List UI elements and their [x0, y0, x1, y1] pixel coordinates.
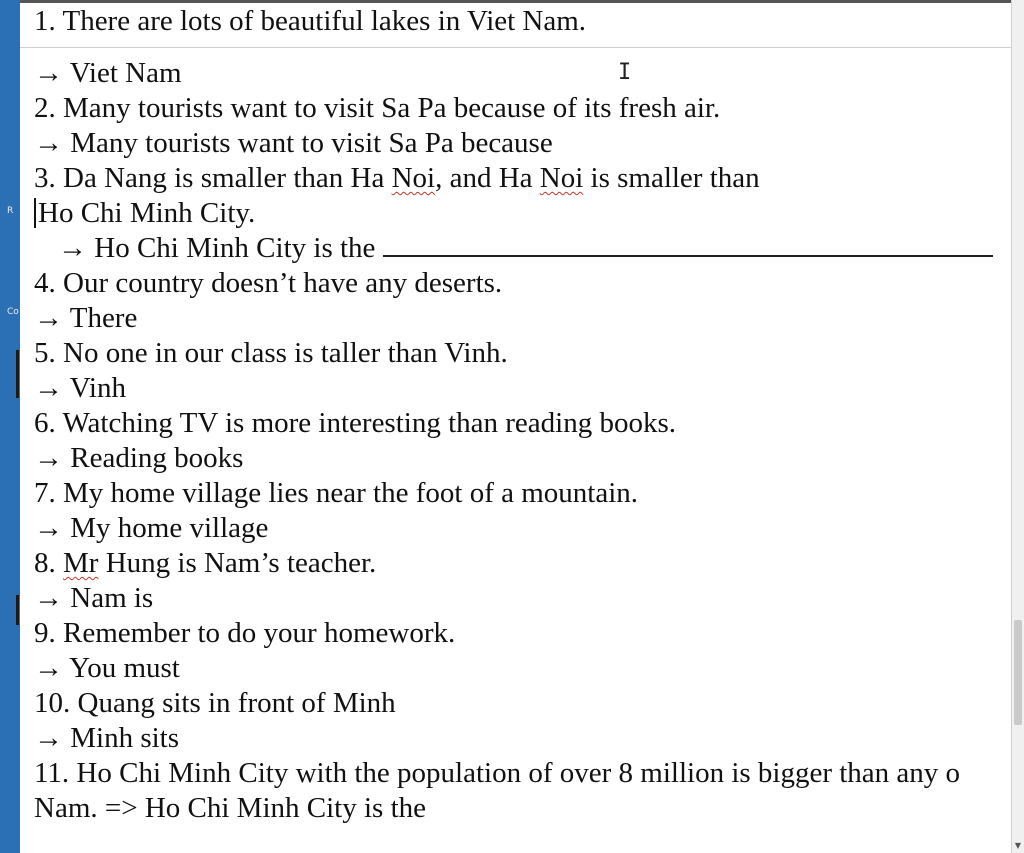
doc-line-6[interactable]: Ho Chi Minh City.: [38, 197, 256, 229]
text-caret: [34, 198, 36, 228]
doc-line-5[interactable]: [34, 161, 760, 196]
doc-line-11[interactable]: → Vinh: [34, 372, 126, 404]
doc-line-16-part-b: Hung is Nam’s teacher.: [98, 547, 377, 579]
doc-line-2[interactable]: → Viet Nam: [34, 57, 182, 89]
scroll-down-arrow-icon[interactable]: ▼: [1014, 841, 1022, 850]
scrollbar-thumb[interactable]: [1014, 620, 1022, 725]
spelling-flag-noi[interactable]: Noi: [391, 162, 436, 194]
doc-line-5-part-c: is smaller than: [583, 162, 760, 194]
ruler-marker-co: Co: [7, 307, 19, 317]
doc-line-14[interactable]: 7. My home village lies near the foot of a mountain.: [34, 477, 639, 509]
doc-line-23[interactable]: Nam. => Ho Chi Minh City is the: [34, 792, 426, 824]
doc-line-5-part-a: 3. Da Nang is smaller than Ha: [34, 162, 392, 194]
ruler-tick: [16, 350, 19, 398]
doc-line-18[interactable]: 9. Remember to do your homework.: [34, 617, 456, 649]
vertical-scrollbar[interactable]: [1011, 0, 1024, 853]
doc-line-5-part-b: , and Ha: [435, 162, 540, 194]
doc-line-4[interactable]: → Many tourists want to visit Sa Pa because: [34, 127, 553, 159]
spelling-flag-noi[interactable]: Noi: [539, 162, 584, 194]
answer-blank-line[interactable]: [383, 233, 993, 257]
doc-line-16[interactable]: [34, 546, 376, 581]
doc-line-16-part-a: 8.: [34, 547, 63, 579]
doc-line-15[interactable]: → My home village: [34, 512, 269, 544]
spelling-flag-mr[interactable]: Mr: [63, 547, 99, 579]
doc-line-22[interactable]: 11. Ho Chi Minh City with the population of over 8 million is bigger than any o: [34, 757, 961, 789]
doc-line-7[interactable]: [58, 231, 993, 266]
doc-line-3[interactable]: 2. Many tourists want to visit Sa Pa because of its fresh air.: [34, 92, 721, 124]
doc-line-10[interactable]: 5. No one in our class is taller than Vinh.: [34, 337, 508, 369]
text-cursor-icon: I: [618, 60, 632, 85]
table-cell-border: [20, 47, 1012, 48]
left-ruler-bar: [0, 0, 20, 853]
doc-line-12[interactable]: 6. Watching TV is more interesting than reading books.: [34, 407, 677, 439]
doc-line-9[interactable]: → There: [34, 302, 138, 334]
doc-line-7-text: → Ho Chi Minh City is the: [58, 232, 376, 264]
doc-line-21[interactable]: → Minh sits: [34, 722, 180, 754]
document-page[interactable]: [20, 0, 1012, 853]
doc-line-13[interactable]: → Reading books: [34, 442, 244, 474]
doc-line-20[interactable]: 10. Quang sits in front of Minh: [34, 687, 396, 719]
doc-line-19[interactable]: → You must: [34, 652, 180, 684]
doc-line-1[interactable]: 1. There are lots of beautiful lakes in Viet Nam.: [34, 5, 587, 37]
doc-line-17[interactable]: → Nam is: [34, 582, 154, 614]
ruler-marker-r: R: [7, 206, 14, 216]
ruler-tick: [16, 595, 19, 625]
doc-line-8[interactable]: 4. Our country doesn’t have any deserts.: [34, 267, 503, 299]
